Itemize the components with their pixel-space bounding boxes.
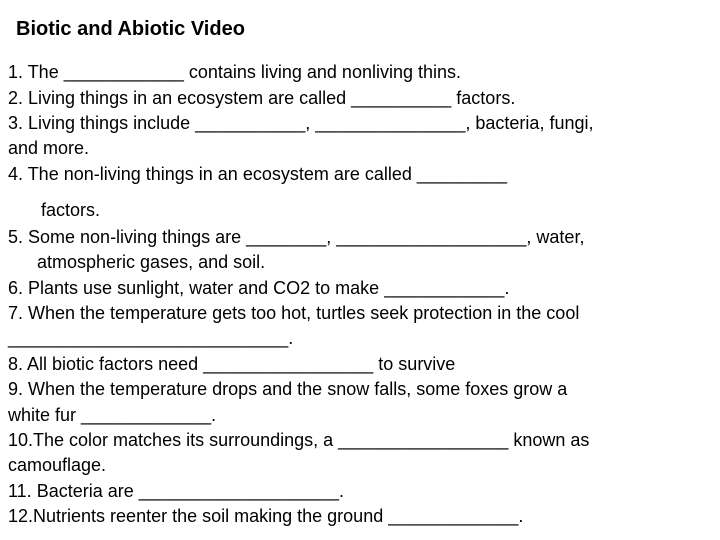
- question-4-line: 4. The non-living things in an ecosystem are called _________: [8, 164, 507, 184]
- question-5-line: 5. Some non-living things are ________, ___________________, water,: [8, 227, 585, 247]
- question-7-continuation: ____________________________.: [8, 328, 294, 348]
- question-3-continuation: and more.: [8, 138, 90, 158]
- question-4-continuation: factors.: [41, 200, 101, 220]
- worksheet-title: Biotic and Abiotic Video: [16, 18, 245, 40]
- question-10-line: 10.The color matches its surroundings, a _________________ known as: [8, 430, 590, 450]
- question-1-line: 1. The ____________ contains living and nonliving thins.: [8, 62, 462, 82]
- question-6-line: 6. Plants use sunlight, water and CO2 to make ____________.: [8, 278, 510, 298]
- question-8-line: 8. All biotic factors need _________________ to survive: [8, 354, 456, 374]
- question-7-line: 7. When the temperature gets too hot, turtles seek protection in the cool: [8, 303, 580, 323]
- question-9-continuation: white fur _____________.: [8, 405, 217, 425]
- question-5-continuation: atmospheric gases, and soil.: [37, 252, 266, 272]
- question-11-line: 11. Bacteria are ____________________.: [8, 481, 344, 501]
- question-9-line: 9. When the temperature drops and the snow falls, some foxes grow a: [8, 379, 568, 399]
- question-2-line: 2. Living things in an ecosystem are called __________ factors.: [8, 88, 516, 108]
- question-10-continuation: camouflage.: [8, 455, 107, 475]
- question-3-line: 3. Living things include ___________, _______________, bacteria, fungi,: [8, 113, 594, 133]
- question-12-line: 12.Nutrients reenter the soil making the ground _____________.: [8, 506, 524, 526]
